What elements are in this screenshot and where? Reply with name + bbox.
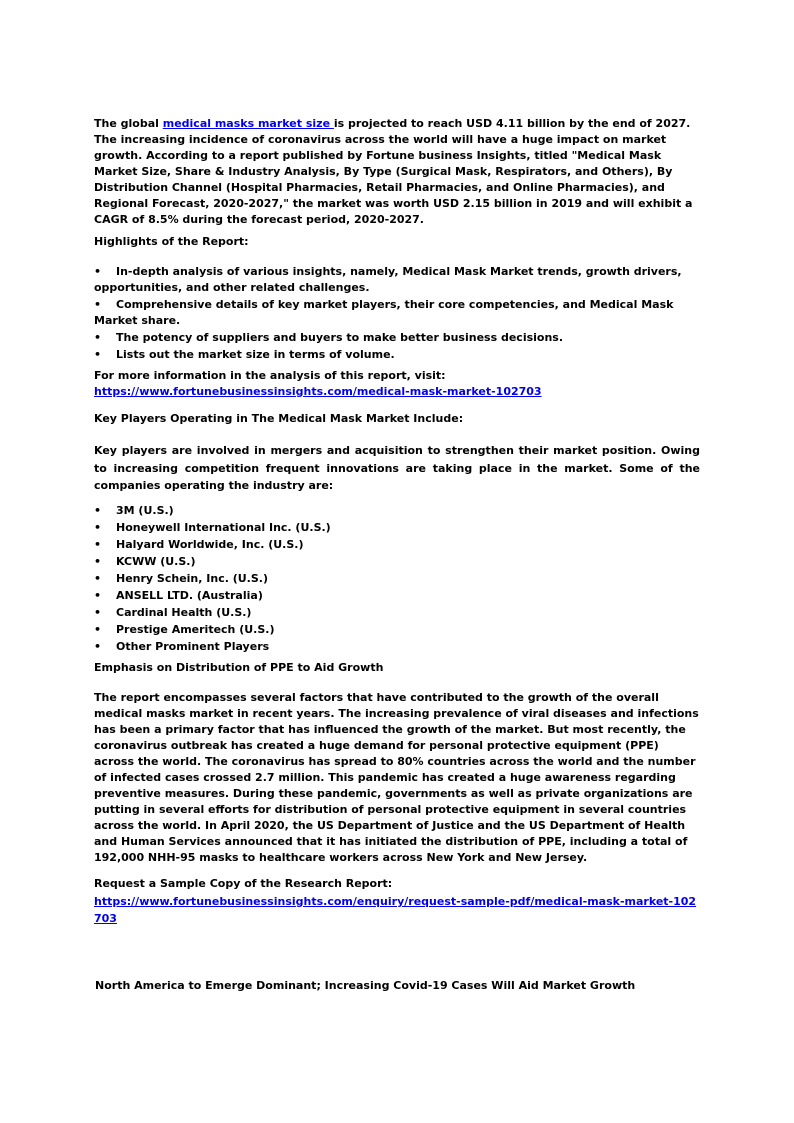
intro-paragraph	[94, 116, 700, 228]
bullet-icon: •	[94, 606, 102, 619]
company-list-item: • Henry Schein, Inc. (U.S.)	[94, 572, 268, 585]
bullet-icon: •	[94, 623, 102, 636]
company-list-item: • KCWW (U.S.)	[94, 555, 196, 568]
medical-masks-market-size-link[interactable]: medical masks market size	[162, 117, 334, 130]
highlight-item: • The potency of suppliers and buyers to make better business decisions.	[94, 331, 564, 344]
company-list-item: • Cardinal Health (U.S.)	[94, 606, 252, 619]
more-info-link-line	[94, 384, 700, 400]
north-america-heading: North America to Emerge Dominant; Increasing Covid-19 Cases Will Aid Market Growth	[95, 979, 636, 992]
bullet-icon: •	[94, 521, 102, 534]
key-players-heading: Key Players Operating in The Medical Mask Market Include:	[94, 412, 464, 425]
company-list-item: • Other Prominent Players	[94, 640, 270, 653]
ppe-paragraph: The report encompasses several factors that have contributed to the growth of the overall medical masks market in recent years. The increasing prevalence of viral diseases and infections has been a primary factor that has influenced the growth of the market. But most recently, the coronavirus outbreak has created a huge demand for personal protective equipment (PPE) across the world. The coronavirus has spread to 80% countries across the world and the number of infected cases crossed 2.7 million. This pandemic has created a huge awareness regarding preventive measures. During these pandemic, governments as well as private organizations are putting in several efforts for distribution of personal protective equipment in several countries across the world. In April 2020, the US Department of Justice and the US Department of Health and Human Services announced that it has initiated the distribution of PPE, including a total of 192,000 NHH-95 masks to healthcare workers across New York and New Jersey.	[94, 691, 699, 864]
sample-request-text: Request a Sample Copy of the Research Report:	[94, 877, 393, 890]
company-list-item: • 3M (U.S.)	[94, 504, 174, 517]
company-list-item: • ANSELL LTD. (Australia)	[94, 589, 263, 602]
company-list-item: • Prestige Ameritech (U.S.)	[94, 623, 275, 636]
bullet-icon: •	[94, 265, 102, 278]
bullet-icon: •	[94, 348, 102, 361]
intro-text-rest: is projected to reach USD 4.11 billion by the end of 2027. The increasing incidence of coronavirus across the world will have a huge impact on market growth. According to a report published by Fortune business Insights, titled "Medical Mask Market Size, Share & Industry Analysis, By Type (Surgical Mask, Respirators, and Others), By Distribution Channel (Hospital Pharmacies, Retail Pharmacies, and Online Pharmacies), and Regional Forecast, 2020-2027," the market was worth USD 2.15 billion in 2019 and will exhibit a CAGR of 8.5% during the forecast period, 2020-2027.	[94, 117, 693, 226]
bullet-icon: •	[94, 298, 102, 311]
more-info-text: For more information in the analysis of this report, visit:	[94, 369, 446, 382]
key-players-paragraph: Key players are involved in mergers and acquisition to strengthen their market position. Owing to increasing competition frequent innovations are taking place in the market. Some of the companies operating the industry are:	[94, 444, 700, 492]
ppe-heading: Emphasis on Distribution of PPE to Aid Growth	[94, 661, 384, 674]
sample-request-link[interactable]: https://www.fortunebusinessinsights.com/enquiry/request-sample-pdf/medical-mask-market-102703	[94, 895, 697, 925]
bullet-icon: •	[94, 589, 102, 602]
bullet-icon: •	[94, 640, 102, 653]
company-list-item: • Halyard Worldwide, Inc. (U.S.)	[94, 538, 304, 551]
bullet-icon: •	[94, 538, 102, 551]
highlights-heading: Highlights of the Report:	[94, 235, 249, 248]
highlight-item: • Comprehensive details of key market players, their core competencies, and Medical Mask Market share.	[94, 298, 674, 327]
sample-link-line	[94, 893, 700, 927]
company-list-item: • Honeywell International Inc. (U.S.)	[94, 521, 331, 534]
bullet-icon: •	[94, 504, 102, 517]
bullet-icon: •	[94, 555, 102, 568]
highlight-item: • In-depth analysis of various insights, namely, Medical Mask Market trends, growth drivers, opportunities, and other related challenges.	[94, 265, 682, 294]
bullet-icon: •	[94, 331, 102, 344]
highlight-item: • Lists out the market size in terms of volume.	[94, 348, 395, 361]
intro-text-start: The global	[94, 117, 163, 130]
report-page-link[interactable]: https://www.fortunebusinessinsights.com/medical-mask-market-102703	[94, 385, 542, 398]
bullet-icon: •	[94, 572, 102, 585]
